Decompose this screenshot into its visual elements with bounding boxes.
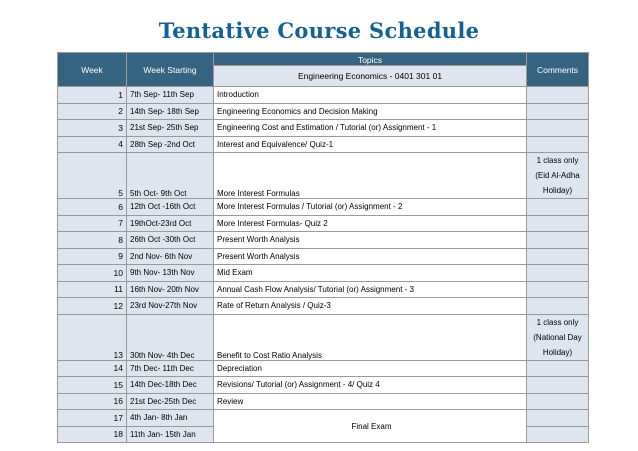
table-row [58, 298, 589, 315]
topic: Rate of Return Analysis / Quiz-3 [214, 298, 527, 315]
comment-line: Holiday) [542, 347, 573, 357]
week-starting: 2nd Nov- 6th Nov [127, 248, 214, 265]
table-row [58, 120, 589, 137]
topic: Engineering Cost and Estimation / Tutorial (or) Assignment - 1 [214, 120, 527, 137]
week-number: 2 [58, 103, 127, 120]
topic: Final Exam [214, 410, 527, 443]
week-starting: 12th Oct -16th Oct [127, 199, 214, 216]
comment [527, 232, 589, 249]
topic: Present Worth Analysis [214, 232, 527, 249]
week-number: 18 [58, 426, 127, 443]
week-starting: 19thOct-23rd Oct [127, 215, 214, 232]
table-row [58, 281, 589, 298]
week-starting: 21st Sep- 25th Sep [127, 120, 214, 137]
comment [527, 426, 589, 443]
topic: Benefit to Cost Ratio Analysis [214, 314, 527, 360]
table-row [58, 360, 589, 377]
week-starting: 26th Oct -30th Oct [127, 232, 214, 249]
week-starting: 23rd Nov-27th Nov [127, 298, 214, 315]
week-starting: 5th Oct- 9th Oct [127, 153, 214, 199]
comment [527, 120, 589, 137]
comment [527, 410, 589, 427]
topic: Engineering Economics and Decision Making [214, 103, 527, 120]
topic: More Interest Formulas / Tutorial (or) Assignment - 2 [214, 199, 527, 216]
comment [527, 215, 589, 232]
week-number: 8 [58, 232, 127, 249]
week-number: 5 [58, 153, 127, 199]
comment [527, 393, 589, 410]
topic: Introduction [214, 87, 527, 104]
topic: Mid Exam [214, 265, 527, 282]
comment [527, 199, 589, 216]
topic: Annual Cash Flow Analysis/ Tutorial (or) Assignment - 3 [214, 281, 527, 298]
table-row [58, 265, 589, 282]
comment [527, 136, 589, 153]
week-starting: 16th Nov- 20th Nov [127, 281, 214, 298]
week-starting: 21st Dec-25th Dec [127, 393, 214, 410]
week-number: 17 [58, 410, 127, 427]
table-row [58, 377, 589, 394]
header-comments: Comments [527, 53, 589, 87]
comment [527, 377, 589, 394]
week-number: 13 [58, 314, 127, 360]
table-row [58, 199, 589, 216]
comment [527, 281, 589, 298]
schedule-table [57, 52, 589, 443]
table-row [58, 232, 589, 249]
week-number: 6 [58, 199, 127, 216]
week-number: 9 [58, 248, 127, 265]
topic: Revisions/ Tutorial (or) Assignment - 4/ Quiz 4 [214, 377, 527, 394]
header-topics: Topics [214, 53, 527, 66]
table-row [58, 393, 589, 410]
week-number: 7 [58, 215, 127, 232]
comment-line: 1 class only [536, 317, 579, 327]
topic: Interest and Equivalence/ Quiz-1 [214, 136, 527, 153]
header-course-name: Engineering Economics - 0401 301 01 [214, 66, 527, 87]
table-row [58, 410, 589, 427]
week-number: 11 [58, 281, 127, 298]
topic: Depreciation [214, 360, 527, 377]
comment [527, 265, 589, 282]
comment [527, 153, 589, 199]
week-number: 1 [58, 87, 127, 104]
comment-line: (National Day [533, 332, 582, 342]
comment [527, 360, 589, 377]
week-starting: 14th Dec-18th Dec [127, 377, 214, 394]
comment [527, 314, 589, 360]
week-number: 15 [58, 377, 127, 394]
comment-line: Holiday) [542, 186, 573, 195]
week-starting: 28th Sep -2nd Oct [127, 136, 214, 153]
week-starting: 14th Sep- 18th Sep [127, 103, 214, 120]
week-starting: 7th Sep- 11th Sep [127, 87, 214, 104]
table-row [58, 215, 589, 232]
table-row [58, 103, 589, 120]
comment [527, 248, 589, 265]
week-number: 16 [58, 393, 127, 410]
comment-line: (Eid Al-Adha [535, 171, 580, 180]
week-starting: 9th Nov- 13th Nov [127, 265, 214, 282]
header-week-starting: Week Starting [127, 53, 214, 87]
topic: More Interest Formulas- Quiz 2 [214, 215, 527, 232]
week-number: 10 [58, 265, 127, 282]
table-row [58, 248, 589, 265]
week-number: 4 [58, 136, 127, 153]
week-starting: 7th Dec- 11th Dec [127, 360, 214, 377]
page-title: Tentative Course Schedule [158, 18, 480, 43]
header-week: Week [58, 53, 127, 87]
week-number: 3 [58, 120, 127, 137]
topic: Present Worth Analysis [214, 248, 527, 265]
table-row [58, 314, 589, 360]
comment [527, 87, 589, 104]
comment [527, 298, 589, 315]
comment [527, 103, 589, 120]
week-number: 12 [58, 298, 127, 315]
table-row [58, 153, 589, 199]
table-row [58, 87, 589, 104]
topic: Review [214, 393, 527, 410]
week-starting: 11th Jan- 15th Jan [127, 426, 214, 443]
comment-line: 1 class only [536, 156, 579, 165]
week-starting: 30th Nov- 4th Dec [127, 314, 214, 360]
topic: More Interest Formulas [214, 153, 527, 199]
week-number: 14 [58, 360, 127, 377]
week-starting: 4th Jan- 8th Jan [127, 410, 214, 427]
table-row [58, 136, 589, 153]
